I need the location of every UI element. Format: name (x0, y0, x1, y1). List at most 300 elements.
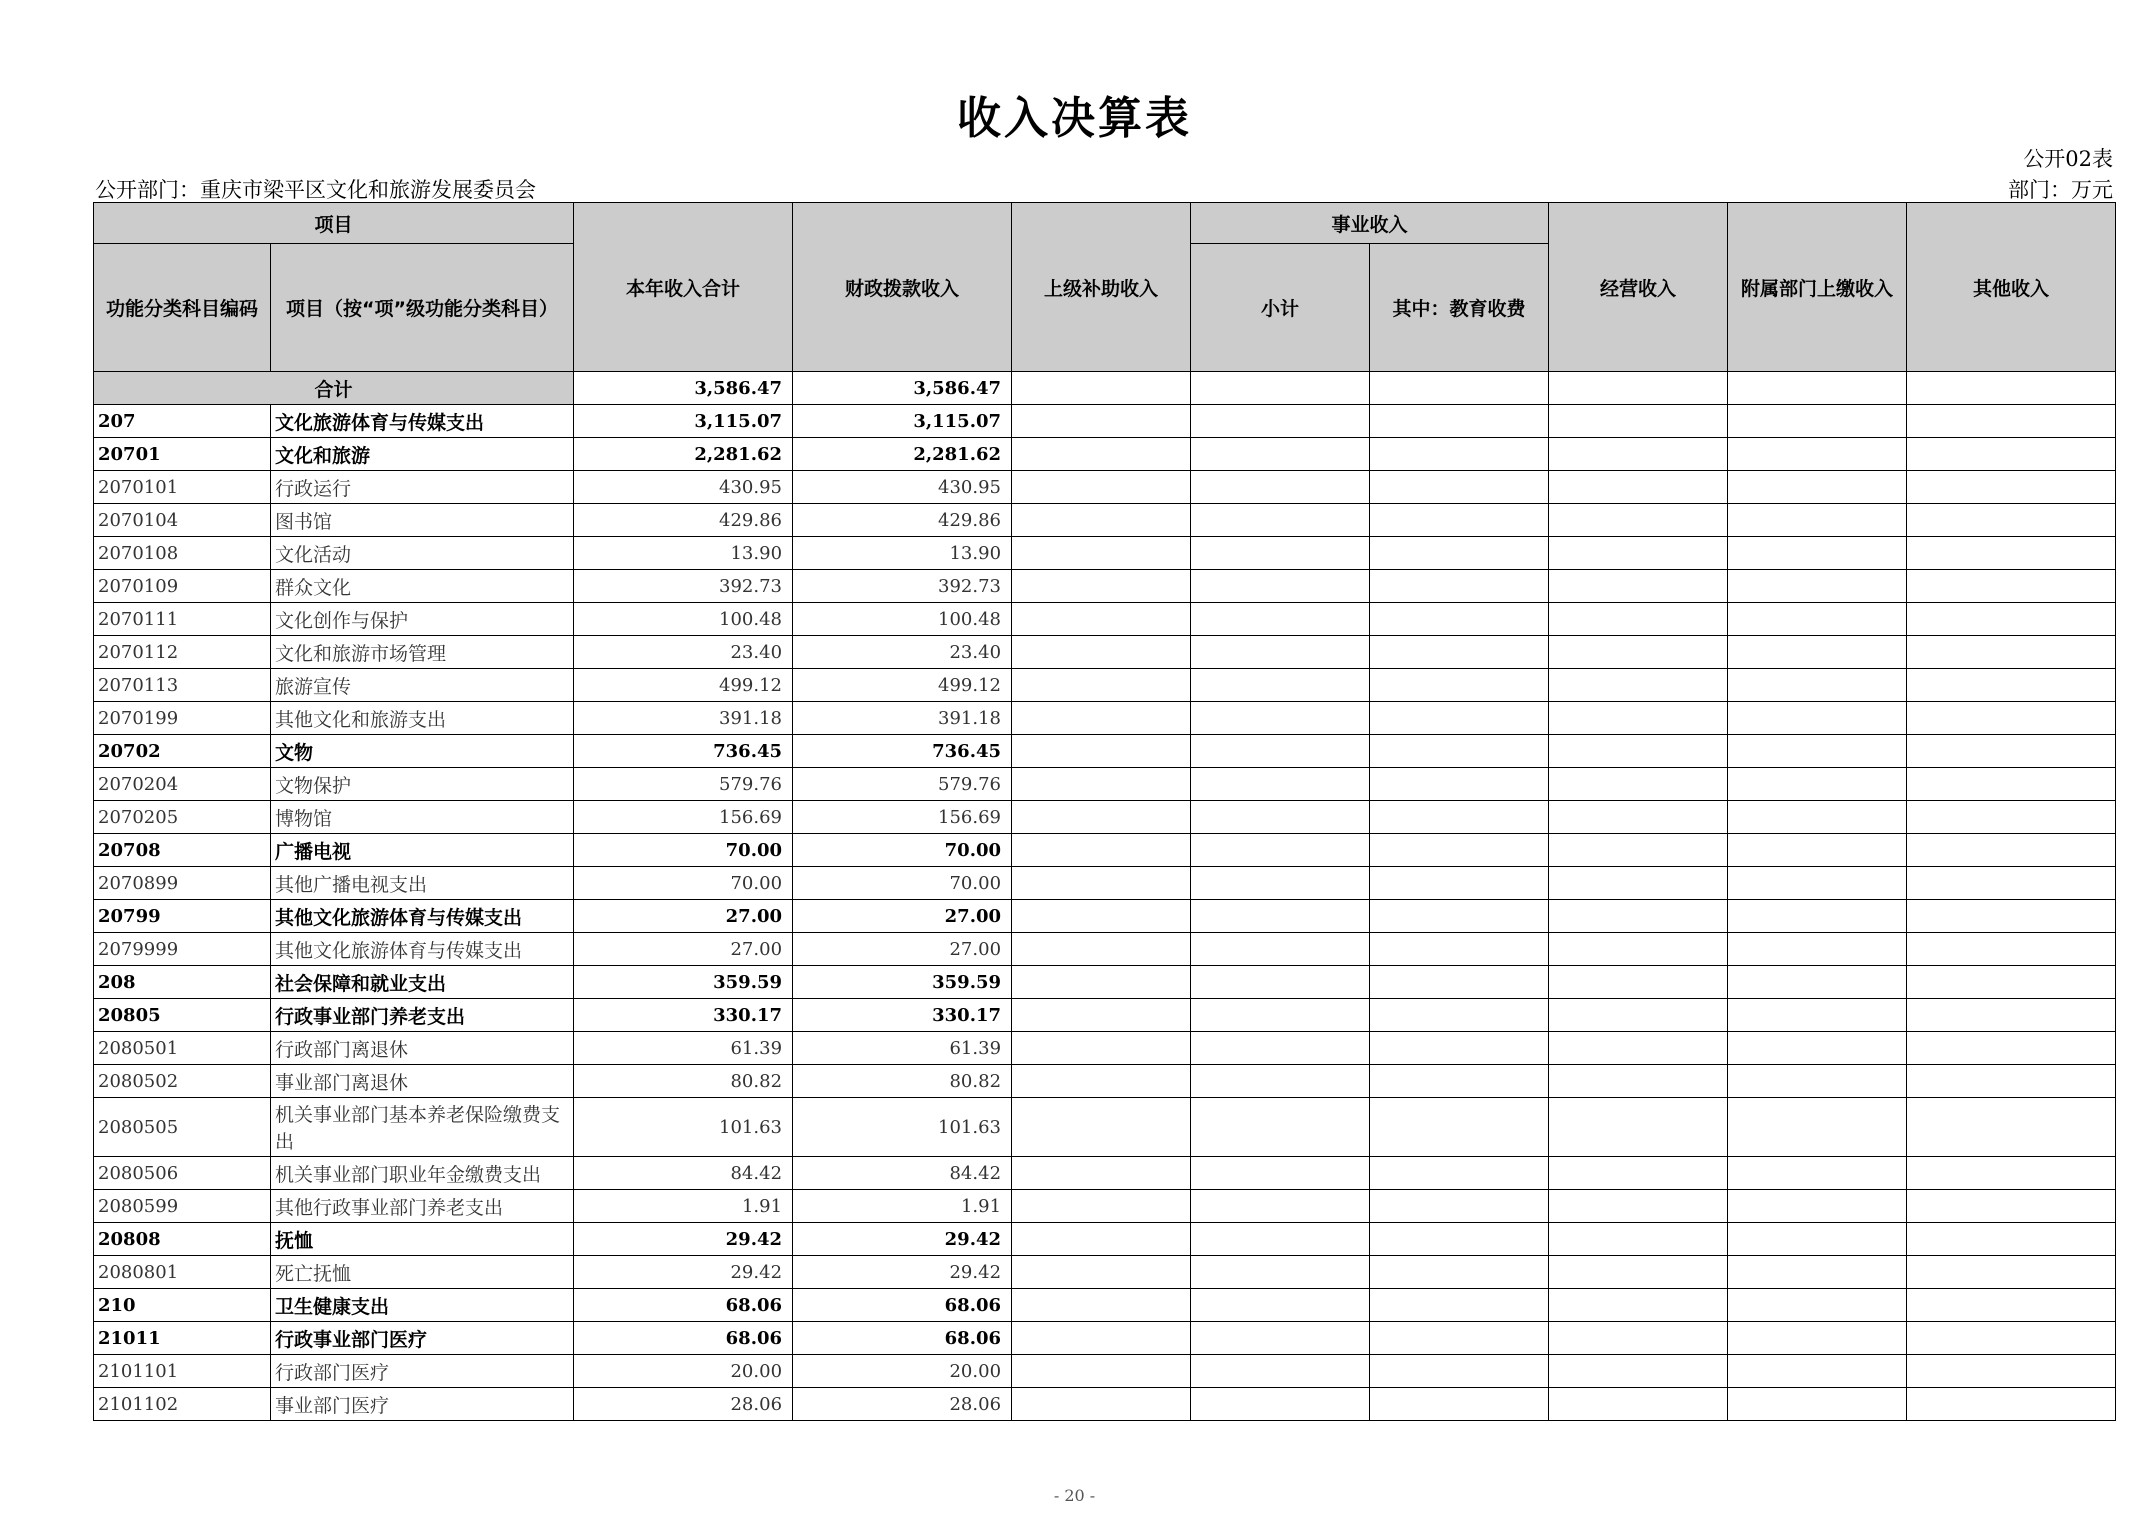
header-name: 项目（按“项”级功能分类科目） (271, 244, 574, 372)
empty-cell (1549, 768, 1728, 801)
empty-cell (1012, 636, 1191, 669)
empty-cell (1191, 1098, 1370, 1157)
empty-cell (1012, 1322, 1191, 1355)
header-total-income: 本年收入合计 (574, 203, 793, 372)
empty-cell (1012, 669, 1191, 702)
fiscal-cell: 68.06 (793, 1289, 1012, 1322)
empty-cell (1012, 933, 1191, 966)
total-income-cell: 359.59 (574, 966, 793, 999)
empty-cell (1012, 372, 1191, 405)
name-cell: 行政事业部门养老支出 (271, 999, 574, 1032)
header-subtotal: 小计 (1191, 244, 1370, 372)
empty-cell (1370, 933, 1549, 966)
empty-cell (1370, 900, 1549, 933)
empty-cell (1907, 1289, 2116, 1322)
empty-cell (1728, 537, 1907, 570)
empty-cell (1191, 471, 1370, 504)
name-cell: 文化创作与保护 (271, 603, 574, 636)
total-income-cell: 70.00 (574, 867, 793, 900)
empty-cell (1012, 537, 1191, 570)
empty-cell (1907, 834, 2116, 867)
empty-cell (1012, 1355, 1191, 1388)
empty-cell (1012, 867, 1191, 900)
empty-cell (1370, 1256, 1549, 1289)
total-income-cell: 13.90 (574, 537, 793, 570)
fiscal-cell: 1.91 (793, 1190, 1012, 1223)
code-cell: 2070113 (94, 669, 271, 702)
empty-cell (1728, 801, 1907, 834)
table-row (94, 669, 2116, 702)
total-income-cell: 70.00 (574, 834, 793, 867)
empty-cell (1191, 768, 1370, 801)
empty-cell (1728, 1190, 1907, 1223)
empty-cell (1728, 570, 1907, 603)
empty-cell (1728, 1289, 1907, 1322)
total-income-cell: 101.63 (574, 1098, 793, 1157)
empty-cell (1549, 834, 1728, 867)
empty-cell (1728, 1065, 1907, 1098)
empty-cell (1191, 1190, 1370, 1223)
total-income-cell: 430.95 (574, 471, 793, 504)
code-cell: 2079999 (94, 933, 271, 966)
empty-cell (1728, 1256, 1907, 1289)
empty-cell (1549, 801, 1728, 834)
table-row (94, 999, 2116, 1032)
empty-cell (1549, 471, 1728, 504)
name-cell: 社会保障和就业支出 (271, 966, 574, 999)
empty-cell (1370, 636, 1549, 669)
empty-cell (1012, 1157, 1191, 1190)
fiscal-cell: 499.12 (793, 669, 1012, 702)
code-cell: 207 (94, 405, 271, 438)
empty-cell (1370, 768, 1549, 801)
total-income-cell: 3,586.47 (574, 372, 793, 405)
header-operating-income: 经营收入 (1549, 203, 1728, 372)
header-affiliated-income: 附属部门上缴收入 (1728, 203, 1907, 372)
empty-cell (1370, 1065, 1549, 1098)
total-fiscal-cell: 3,586.47 (793, 372, 1012, 405)
empty-cell (1370, 1190, 1549, 1223)
page-number: - 20 - (1053, 1486, 1096, 1505)
empty-cell (1191, 1322, 1370, 1355)
name-cell: 文化活动 (271, 537, 574, 570)
empty-cell (1191, 735, 1370, 768)
empty-cell (1728, 834, 1907, 867)
empty-cell (1549, 999, 1728, 1032)
empty-cell (1549, 1223, 1728, 1256)
fiscal-cell: 429.86 (793, 504, 1012, 537)
empty-cell (1728, 1322, 1907, 1355)
name-cell: 其他文化旅游体育与传媒支出 (271, 933, 574, 966)
empty-cell (1549, 603, 1728, 636)
empty-cell (1549, 1256, 1728, 1289)
empty-cell (1907, 372, 2116, 405)
name-cell: 其他行政事业部门养老支出 (271, 1190, 574, 1223)
empty-cell (1549, 1157, 1728, 1190)
name-cell: 文物保护 (271, 768, 574, 801)
empty-cell (1549, 1098, 1728, 1157)
total-income-cell: 61.39 (574, 1032, 793, 1065)
table-row (94, 405, 2116, 438)
empty-cell (1370, 1098, 1549, 1157)
empty-cell (1191, 438, 1370, 471)
empty-cell (1907, 570, 2116, 603)
total-label: 合计 (94, 372, 574, 405)
code-cell: 2070108 (94, 537, 271, 570)
fiscal-cell: 13.90 (793, 537, 1012, 570)
name-cell: 事业部门医疗 (271, 1388, 574, 1421)
empty-cell (1549, 867, 1728, 900)
name-cell: 机关事业部门职业年金缴费支出 (271, 1157, 574, 1190)
empty-cell (1191, 1289, 1370, 1322)
page-title: 收入决算表 (957, 93, 1192, 144)
empty-cell (1907, 537, 2116, 570)
empty-cell (1191, 570, 1370, 603)
header-code: 功能分类科目编码 (94, 244, 271, 372)
empty-cell (1728, 999, 1907, 1032)
name-cell: 博物馆 (271, 801, 574, 834)
fiscal-cell: 84.42 (793, 1157, 1012, 1190)
name-cell: 文物 (271, 735, 574, 768)
name-cell: 行政部门医疗 (271, 1355, 574, 1388)
name-cell: 卫生健康支出 (271, 1289, 574, 1322)
table-row (94, 966, 2116, 999)
empty-cell (1907, 1065, 2116, 1098)
empty-cell (1728, 867, 1907, 900)
empty-cell (1012, 1388, 1191, 1421)
empty-cell (1370, 735, 1549, 768)
empty-cell (1370, 1388, 1549, 1421)
code-cell: 2070899 (94, 867, 271, 900)
code-cell: 2101101 (94, 1355, 271, 1388)
empty-cell (1549, 1388, 1728, 1421)
total-income-cell: 29.42 (574, 1223, 793, 1256)
code-cell: 20799 (94, 900, 271, 933)
name-cell: 其他文化旅游体育与传媒支出 (271, 900, 574, 933)
empty-cell (1370, 1322, 1549, 1355)
department-label: 公开部门：重庆市梁平区文化和旅游发展委员会 (95, 178, 536, 202)
header-education-fee: 其中：教育收费 (1370, 244, 1549, 372)
empty-cell (1370, 669, 1549, 702)
empty-cell (1549, 570, 1728, 603)
empty-cell (1728, 1223, 1907, 1256)
empty-cell (1012, 438, 1191, 471)
empty-cell (1370, 1289, 1549, 1322)
name-cell: 旅游宣传 (271, 669, 574, 702)
fiscal-cell: 359.59 (793, 966, 1012, 999)
total-income-cell: 27.00 (574, 900, 793, 933)
name-cell: 其他广播电视支出 (271, 867, 574, 900)
total-income-cell: 3,115.07 (574, 405, 793, 438)
fiscal-cell: 330.17 (793, 999, 1012, 1032)
empty-cell (1728, 504, 1907, 537)
empty-cell (1012, 768, 1191, 801)
table-row (94, 900, 2116, 933)
table-row (94, 570, 2116, 603)
empty-cell (1549, 537, 1728, 570)
empty-cell (1907, 867, 2116, 900)
table-row (94, 1223, 2116, 1256)
empty-cell (1549, 1190, 1728, 1223)
code-cell: 2070112 (94, 636, 271, 669)
table-row (94, 438, 2116, 471)
empty-cell (1370, 603, 1549, 636)
fiscal-cell: 20.00 (793, 1355, 1012, 1388)
empty-cell (1549, 900, 1728, 933)
name-cell: 抚恤 (271, 1223, 574, 1256)
name-cell: 群众文化 (271, 570, 574, 603)
table-row (94, 1355, 2116, 1388)
header-project: 项目 (94, 203, 574, 244)
empty-cell (1012, 1223, 1191, 1256)
code-cell: 20702 (94, 735, 271, 768)
empty-cell (1191, 405, 1370, 438)
table-row (94, 867, 2116, 900)
empty-cell (1370, 834, 1549, 867)
table-row (94, 768, 2116, 801)
total-income-cell: 579.76 (574, 768, 793, 801)
empty-cell (1728, 603, 1907, 636)
empty-cell (1191, 1388, 1370, 1421)
fiscal-cell: 70.00 (793, 834, 1012, 867)
empty-cell (1549, 405, 1728, 438)
fiscal-cell: 2,281.62 (793, 438, 1012, 471)
empty-cell (1907, 1322, 2116, 1355)
name-cell: 广播电视 (271, 834, 574, 867)
empty-cell (1012, 471, 1191, 504)
empty-cell (1370, 702, 1549, 735)
total-income-cell: 80.82 (574, 1065, 793, 1098)
name-cell: 文化旅游体育与传媒支出 (271, 405, 574, 438)
name-cell: 行政部门离退休 (271, 1032, 574, 1065)
empty-cell (1191, 867, 1370, 900)
empty-cell (1191, 603, 1370, 636)
header-business-income: 事业收入 (1191, 203, 1549, 244)
table-row (94, 537, 2116, 570)
table-row (94, 1190, 2116, 1223)
empty-cell (1191, 1157, 1370, 1190)
total-income-cell: 391.18 (574, 702, 793, 735)
empty-cell (1728, 1157, 1907, 1190)
empty-cell (1370, 570, 1549, 603)
code-cell: 2080501 (94, 1032, 271, 1065)
total-income-cell: 499.12 (574, 669, 793, 702)
empty-cell (1191, 1223, 1370, 1256)
total-income-cell: 429.86 (574, 504, 793, 537)
table-row (94, 504, 2116, 537)
code-cell: 210 (94, 1289, 271, 1322)
empty-cell (1191, 834, 1370, 867)
empty-cell (1907, 471, 2116, 504)
total-income-cell: 68.06 (574, 1289, 793, 1322)
code-cell: 2080599 (94, 1190, 271, 1223)
table-row (94, 636, 2116, 669)
fiscal-cell: 29.42 (793, 1256, 1012, 1289)
total-income-cell: 736.45 (574, 735, 793, 768)
fiscal-cell: 29.42 (793, 1223, 1012, 1256)
empty-cell (1370, 438, 1549, 471)
empty-cell (1728, 702, 1907, 735)
empty-cell (1728, 372, 1907, 405)
total-income-cell: 68.06 (574, 1322, 793, 1355)
empty-cell (1012, 1289, 1191, 1322)
code-cell: 20805 (94, 999, 271, 1032)
empty-cell (1728, 768, 1907, 801)
empty-cell (1370, 471, 1549, 504)
empty-cell (1012, 603, 1191, 636)
total-income-cell: 29.42 (574, 1256, 793, 1289)
empty-cell (1907, 1190, 2116, 1223)
fiscal-cell: 68.06 (793, 1322, 1012, 1355)
empty-cell (1907, 603, 2116, 636)
name-cell: 文化和旅游 (271, 438, 574, 471)
table-body (94, 372, 2116, 1421)
empty-cell (1907, 1098, 2116, 1157)
code-cell: 2070205 (94, 801, 271, 834)
empty-cell (1370, 537, 1549, 570)
empty-cell (1907, 735, 2116, 768)
code-cell: 2070111 (94, 603, 271, 636)
table-row (94, 1289, 2116, 1322)
empty-cell (1370, 1223, 1549, 1256)
empty-cell (1549, 933, 1728, 966)
empty-cell (1907, 1355, 2116, 1388)
unit-label: 部门：万元 (2008, 178, 2113, 202)
empty-cell (1370, 1032, 1549, 1065)
empty-cell (1549, 504, 1728, 537)
empty-cell (1012, 735, 1191, 768)
empty-cell (1907, 801, 2116, 834)
empty-cell (1191, 933, 1370, 966)
table-row (94, 1032, 2116, 1065)
code-cell: 2070204 (94, 768, 271, 801)
name-cell: 事业部门离退休 (271, 1065, 574, 1098)
empty-cell (1549, 1065, 1728, 1098)
empty-cell (1012, 966, 1191, 999)
empty-cell (1191, 900, 1370, 933)
name-cell: 其他文化和旅游支出 (271, 702, 574, 735)
empty-cell (1012, 405, 1191, 438)
empty-cell (1907, 702, 2116, 735)
empty-cell (1549, 1032, 1728, 1065)
fiscal-cell: 156.69 (793, 801, 1012, 834)
empty-cell (1191, 801, 1370, 834)
header-other-income: 其他收入 (1907, 203, 2116, 372)
code-cell: 20708 (94, 834, 271, 867)
empty-cell (1549, 636, 1728, 669)
total-income-cell: 20.00 (574, 1355, 793, 1388)
empty-cell (1549, 1322, 1728, 1355)
empty-cell (1907, 504, 2116, 537)
empty-cell (1191, 1256, 1370, 1289)
fiscal-cell: 392.73 (793, 570, 1012, 603)
empty-cell (1012, 1190, 1191, 1223)
empty-cell (1191, 537, 1370, 570)
empty-cell (1370, 504, 1549, 537)
fiscal-cell: 23.40 (793, 636, 1012, 669)
empty-cell (1191, 504, 1370, 537)
empty-cell (1549, 669, 1728, 702)
code-cell: 2080505 (94, 1098, 271, 1157)
empty-cell (1907, 768, 2116, 801)
empty-cell (1549, 372, 1728, 405)
fiscal-cell: 61.39 (793, 1032, 1012, 1065)
empty-cell (1728, 1098, 1907, 1157)
empty-cell (1191, 372, 1370, 405)
fiscal-cell: 27.00 (793, 933, 1012, 966)
fiscal-cell: 27.00 (793, 900, 1012, 933)
name-cell: 文化和旅游市场管理 (271, 636, 574, 669)
empty-cell (1191, 999, 1370, 1032)
table-row (94, 1256, 2116, 1289)
fiscal-cell: 3,115.07 (793, 405, 1012, 438)
empty-cell (1907, 933, 2116, 966)
code-cell: 2070199 (94, 702, 271, 735)
table-row (94, 834, 2116, 867)
empty-cell (1370, 372, 1549, 405)
empty-cell (1728, 933, 1907, 966)
fiscal-cell: 430.95 (793, 471, 1012, 504)
code-cell: 2070101 (94, 471, 271, 504)
empty-cell (1549, 438, 1728, 471)
fiscal-cell: 80.82 (793, 1065, 1012, 1098)
form-number: 公开02表 (2023, 147, 2113, 171)
empty-cell (1370, 801, 1549, 834)
empty-cell (1012, 570, 1191, 603)
header-superior-subsidy: 上级补助收入 (1012, 203, 1191, 372)
table-row (94, 735, 2116, 768)
empty-cell (1907, 966, 2116, 999)
empty-cell (1370, 966, 1549, 999)
empty-cell (1012, 504, 1191, 537)
empty-cell (1012, 999, 1191, 1032)
empty-cell (1012, 900, 1191, 933)
empty-cell (1191, 966, 1370, 999)
name-cell: 图书馆 (271, 504, 574, 537)
fiscal-cell: 100.48 (793, 603, 1012, 636)
fiscal-cell: 28.06 (793, 1388, 1012, 1421)
empty-cell (1728, 471, 1907, 504)
empty-cell (1191, 702, 1370, 735)
empty-cell (1012, 834, 1191, 867)
empty-cell (1012, 801, 1191, 834)
fiscal-cell: 391.18 (793, 702, 1012, 735)
empty-cell (1012, 1065, 1191, 1098)
code-cell: 20808 (94, 1223, 271, 1256)
empty-cell (1907, 1032, 2116, 1065)
table-row (94, 702, 2116, 735)
empty-cell (1191, 636, 1370, 669)
total-income-cell: 27.00 (574, 933, 793, 966)
empty-cell (1012, 1098, 1191, 1157)
empty-cell (1370, 405, 1549, 438)
total-income-cell: 392.73 (574, 570, 793, 603)
total-income-cell: 28.06 (574, 1388, 793, 1421)
empty-cell (1907, 999, 2116, 1032)
total-income-cell: 100.48 (574, 603, 793, 636)
table-row (94, 801, 2116, 834)
code-cell: 2101102 (94, 1388, 271, 1421)
code-cell: 2070104 (94, 504, 271, 537)
empty-cell (1907, 1157, 2116, 1190)
total-income-cell: 84.42 (574, 1157, 793, 1190)
total-income-cell: 156.69 (574, 801, 793, 834)
empty-cell (1370, 999, 1549, 1032)
name-cell: 行政事业部门医疗 (271, 1322, 574, 1355)
table-row (94, 471, 2116, 504)
empty-cell (1191, 1355, 1370, 1388)
empty-cell (1012, 1256, 1191, 1289)
